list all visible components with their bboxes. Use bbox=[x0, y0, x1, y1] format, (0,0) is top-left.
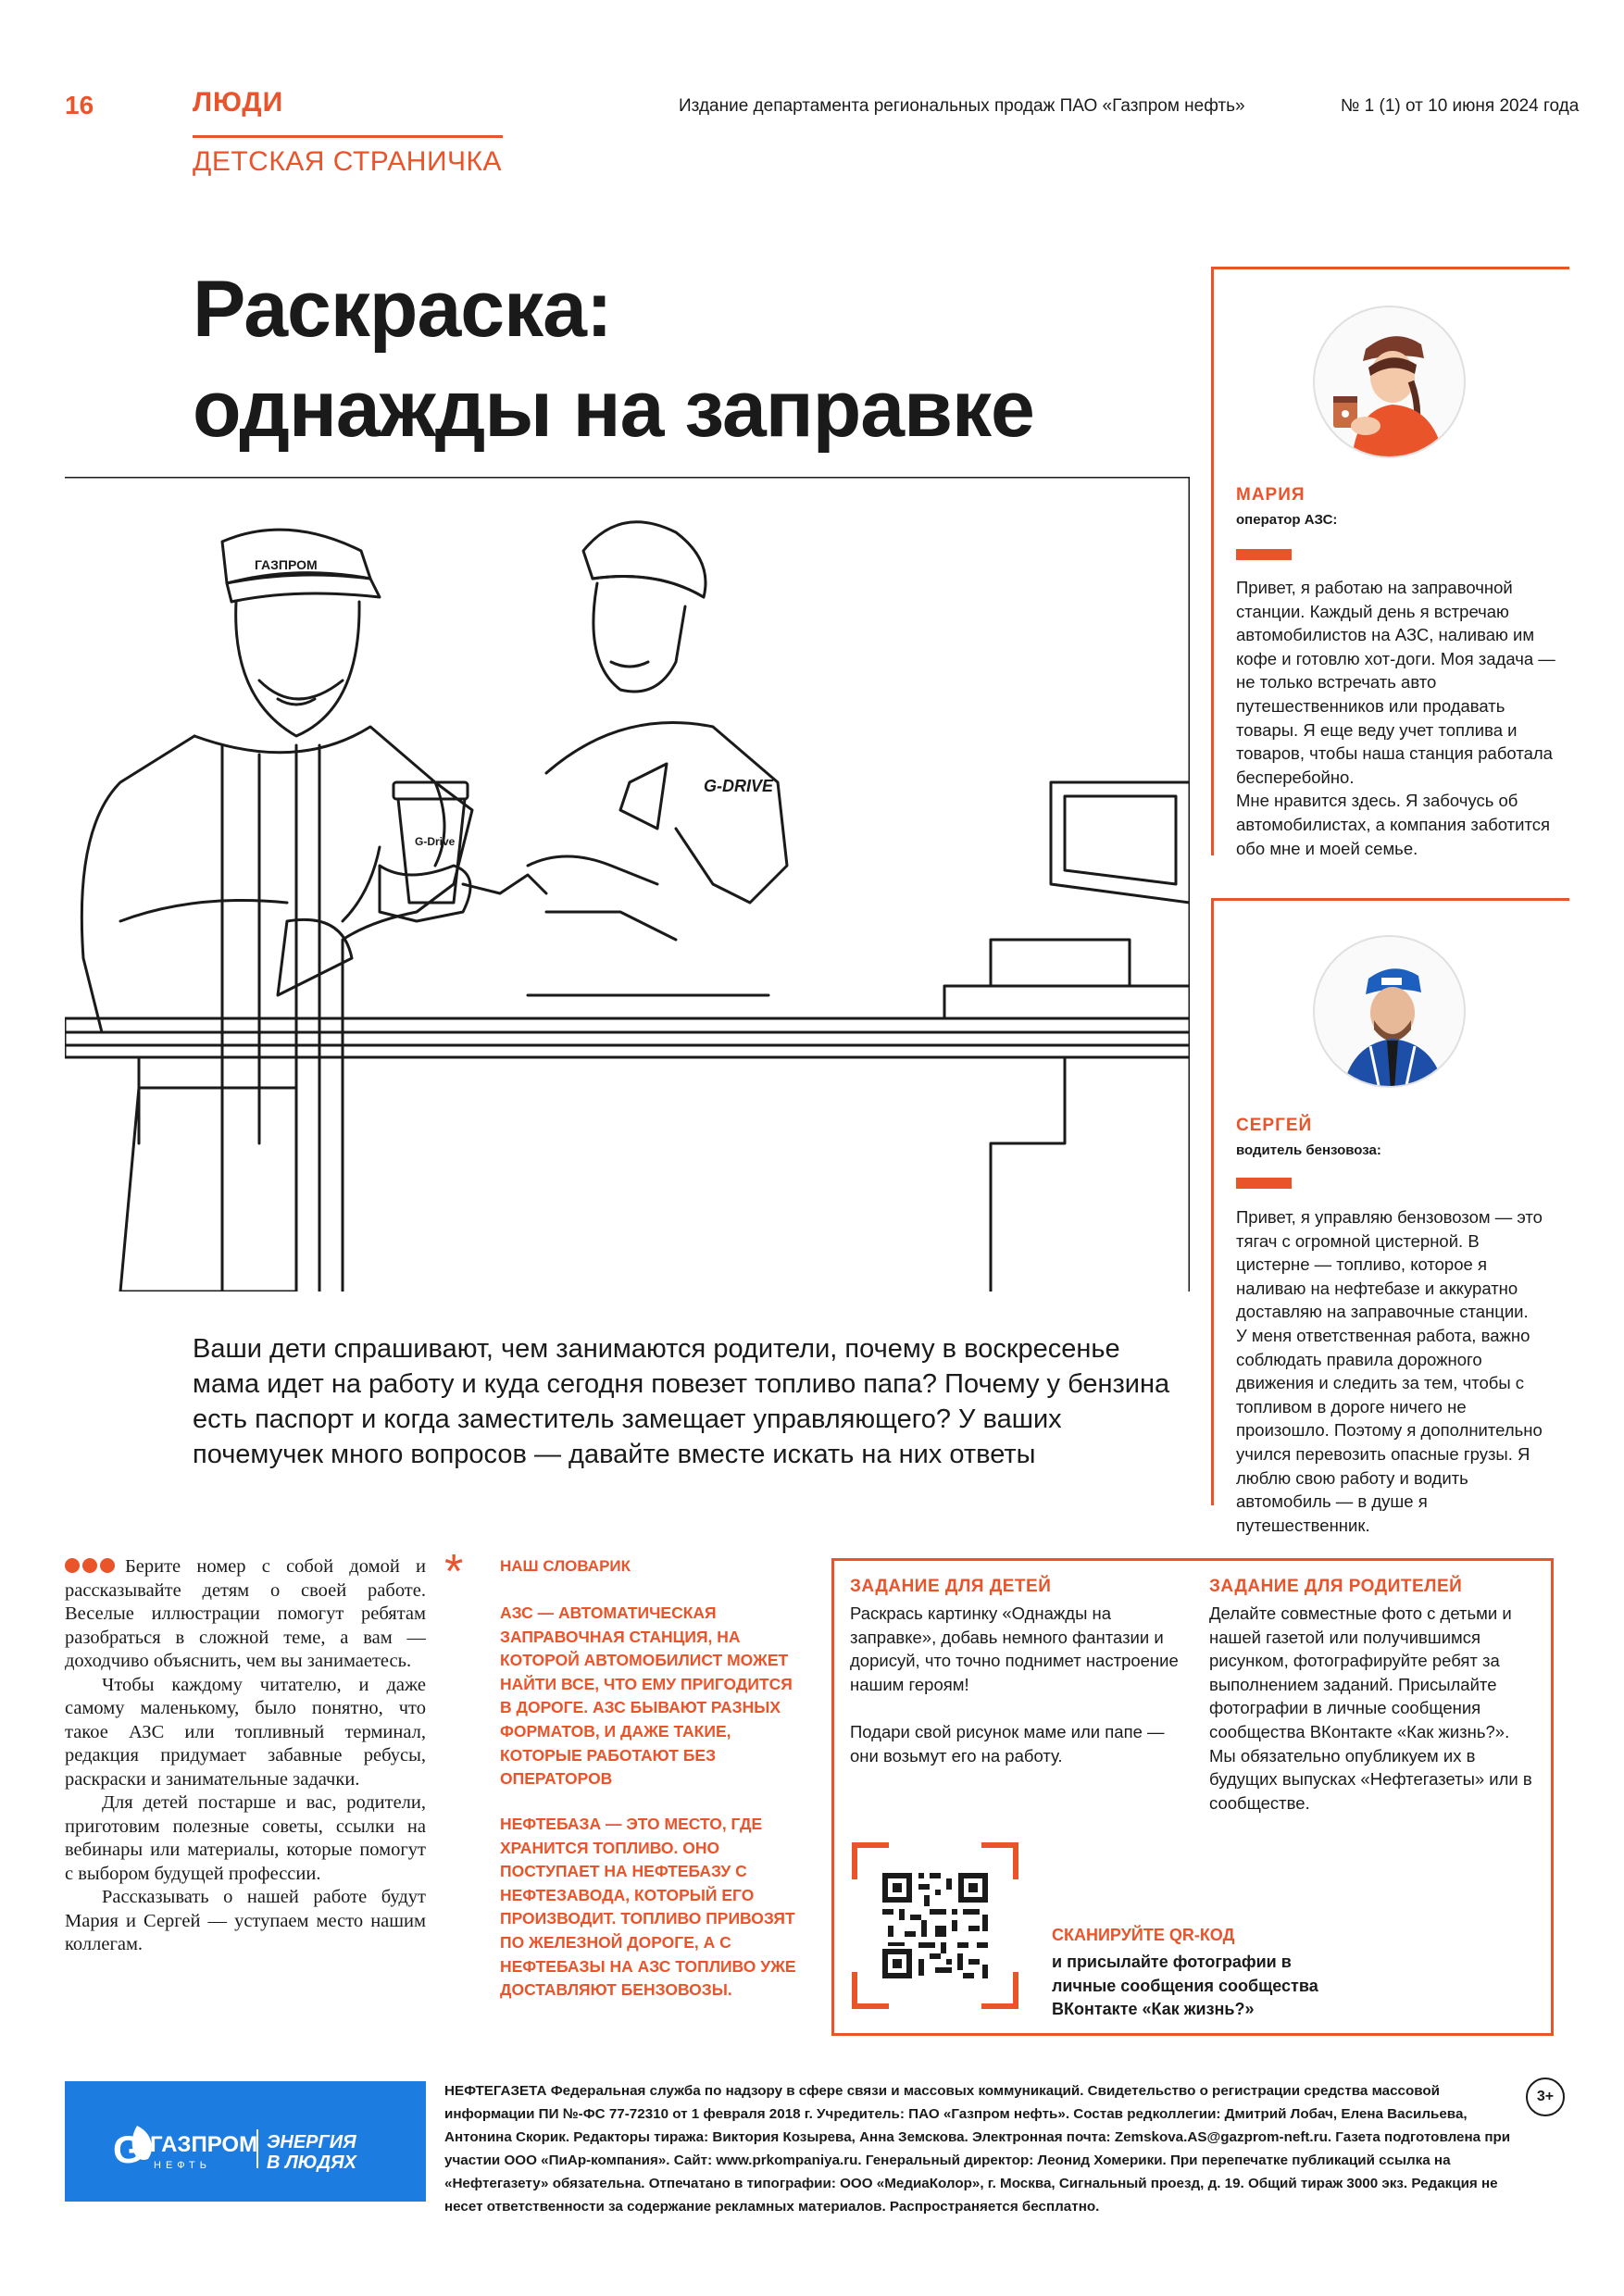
sergey-role: водитель бензовоза: bbox=[1236, 1142, 1381, 1158]
sergey-story-p1: Привет, я управляю бензовозом — это тягач с огромной цистерной. В цистерне — топливо, которое я наливаю на нефтебазе и аккуратно доставляю на заправочные станции. bbox=[1236, 1207, 1543, 1322]
dictionary-title: НАШ СЛОВАРИК bbox=[500, 1557, 631, 1575]
parents-task-text: Делайте совместные фото с детьми и нашей газетой или получившимся рисунком, фотографируйте ребят за выполнением заданий. Присылайте фотографии в личные сообщения сообщества ВКонтакте «Как жизнь?». Мы обязательно опубликуем их в будущих выпусках «Нефтегазеты» или в сообществе. bbox=[1209, 1603, 1532, 1813]
page-title bbox=[193, 259, 1034, 459]
maria-story-p2: Мне нравится здесь. Я забочусь об автомобилистах, а компания заботится обо мне и моей семье. bbox=[1236, 791, 1551, 858]
operator-drawing bbox=[528, 522, 787, 995]
intro-paragraph: Ваши дети спрашивают, чем занимаются родители, почему в воскресенье мама идет на работу и куда сегодня повезет топливо папа? Почему у бензина есть паспорт и когда заместитель замещает управляющего? У ваших почемучек много вопросов — давайте вместе искать на них ответы bbox=[193, 1334, 1170, 1469]
maria-avatar bbox=[1313, 306, 1466, 458]
coloring-illustration bbox=[65, 477, 1190, 1292]
counter-drawing bbox=[65, 1018, 1190, 1292]
register-drawing bbox=[944, 782, 1190, 1018]
imprint-block bbox=[444, 2079, 1518, 2218]
page-title-line-1: Раскраска: bbox=[193, 265, 612, 354]
logo-slogan-1: ЭНЕРГИЯ bbox=[267, 2132, 356, 2152]
page-title-line-2: однажды на заправке bbox=[193, 365, 1034, 454]
shirt-logo-text: G-DRIVE bbox=[704, 777, 774, 795]
sergey-portrait bbox=[1315, 937, 1466, 1088]
kids-task-text-2: Подари свой рисунок маме или папе — они возьмут его на работу. bbox=[850, 1722, 1165, 1766]
maria-story bbox=[1236, 576, 1555, 860]
column-paragraph-1-text: Берите номер с собой домой и рассказывайте детям о своей работе. Веселые иллюстрации помогут ребятам разобраться в сложной теме, а вам — доходчиво объяснить, чем вы занимаетесь. bbox=[65, 1556, 426, 1671]
maria-role: оператор АЗС: bbox=[1236, 512, 1338, 528]
cap-logo-text: ГАЗПРОМ bbox=[255, 557, 318, 572]
column-paragraph-1 bbox=[65, 1555, 426, 1674]
qr-modules bbox=[882, 1873, 988, 1978]
section-divider bbox=[193, 135, 503, 138]
cup-logo-text: G-Drive bbox=[415, 835, 456, 848]
bullet-dots-icon bbox=[65, 1555, 118, 1579]
qr-title: СКАНИРУЙТЕ QR-КОД bbox=[1052, 1926, 1235, 1944]
card-sergey-border-top bbox=[1211, 898, 1569, 901]
logo-brand-text: ГАЗПРОМ bbox=[150, 2132, 258, 2157]
sergey-story bbox=[1236, 1205, 1555, 1537]
kids-task-text-1: Раскрась картинку «Однажды на заправке», добавь немного фантазии и дорисуй, что точно поднимет настроение нашим героям! bbox=[850, 1603, 1179, 1694]
parents-task-title: ЗАДАНИЕ ДЛЯ РОДИТЕЛЕЙ bbox=[1209, 1577, 1463, 1596]
page-number: 16 bbox=[65, 91, 94, 119]
sergey-story-p2: У меня ответственная работа, важно соблюдать правила дорожного движения и следить за тем, чтобы с топливом в дороге ничего не произошло. Поэтому я дополнительно учился перевозить опасные грузы. Я люблю свою работу и водить автомобиль — в душе я путешественник. bbox=[1236, 1325, 1543, 1535]
sergey-accent-bar bbox=[1236, 1178, 1292, 1189]
issue-line: № 1 (1) от 10 июня 2024 года bbox=[1341, 96, 1580, 116]
kids-task-title: ЗАДАНИЕ ДЛЯ ДЕТЕЙ bbox=[850, 1577, 1052, 1596]
dictionary-entry-neftebaza: НЕФТЕБАЗА — ЭТО МЕСТО, ГДЕ ХРАНИТСЯ ТОПЛИВО. ОНО ПОСТУПАЕТ НА НЕФТЕБАЗУ С НЕФТЕЗАВОДА, КОТОРЫЙ ЕГО ПРОИЗВОДИТ. ТОПЛИВО ПРИВОЗЯТ ПО ЖЕЛЕЗНОЙ ДОРОГЕ, А С НЕФТЕБАЗЫ НА АЗС ТОПЛИВО УЖЕ ДОСТАВЛЯЮТ БЕНЗОВОЗЫ. bbox=[500, 1815, 796, 2000]
sergey-name: СЕРГЕЙ bbox=[1236, 1116, 1313, 1135]
dictionary-entry-azs: АЗС — АВТОМАТИЧЕСКАЯ ЗАПРАВОЧНАЯ СТАНЦИЯ, НА КОТОРОЙ АВТОМОБИЛИСТ МОЖЕТ НАЙТИ ВСЕ, ЧТО ЕМУ ПРИГОДИТСЯ В ДОРОГЕ. АЗС БЫВАЮТ РАЗНЫХ ФОРМАТОВ, И ДАЖЕ ТАКИЕ, КОТОРЫЕ РАБОТАЮТ БЕЗ ОПЕРАТОРОВ bbox=[500, 1603, 793, 1789]
age-rating-badge: 3+ bbox=[1526, 2078, 1565, 2116]
logo-slogan-2: В ЛЮДЯХ bbox=[267, 2152, 356, 2173]
imprint-text: Федеральная служба по надзору в сфере связи и массовых коммуникаций. Свидетельство о регистрации средства массовой информации ПИ №-ФС 77-72310 от 1 февраля 2018 г. Учредитель: ПАО «Газпром нефть». Состав редколлегии: Дмитрий Лобач, Елена Васильева, Антонина Скорик. Редакторы тиража: Виктория Козырева, Анна Земскова. Электронная почта: Zemskova.AS@gazprom-neft.ru. Газета подготовлена при участии ООО «ПиАр-компания». Сайт: www.prkompaniya.ru. Генеральный директор: Леонид Хомерики. При перепечатке публикаций ссылка на «Нефтегазету» обязательна. Отпечатано в типографии: ООО «МедиаКолор», г. Москва, Сигнальный проезд, д. 19. Общий тираж 3000 экз. Редакция не несет ответственности за содержание рекламных материалов. Распространяется бесплатно. bbox=[444, 2083, 1511, 2215]
column-paragraph-3: Для детей постарше и вас, родители, приготовим полезные советы, ссылки на вебинары или материалы, которые помогут с выбором будущей профессии. bbox=[65, 1792, 426, 1884]
qr-code[interactable] bbox=[852, 1842, 1018, 2009]
logo-sub-text: НЕФТЬ bbox=[154, 2160, 211, 2171]
section-title: ЛЮДИ bbox=[193, 87, 284, 118]
column-paragraph-4: Рассказывать о нашей работе будут Мария и Сергей — уступаем место нашим коллегам. bbox=[65, 1887, 426, 1954]
maria-accent-bar bbox=[1236, 549, 1292, 560]
maria-name: МАРИЯ bbox=[1236, 485, 1305, 505]
publisher-line: Издание департамента региональных продаж ПАО «Газпром нефть» bbox=[679, 96, 1245, 116]
maria-story-p1: Привет, я работаю на заправочной станции. Каждый день я встречаю автомобилистов на АЗС, наливаю им кофе и готовлю хот-доги. Моя задача — не только встречать авто путешественников или продавать товары. Я еще веду учет топлива и товаров, чтобы наша станция работала бесперебойно. bbox=[1236, 578, 1555, 787]
logo-graphic bbox=[65, 2081, 426, 2202]
asterisk-icon: * bbox=[444, 1545, 464, 1599]
column-paragraph-2: Чтобы каждому читателю, и даже самому маленькому, было понятно, что такое АЗС или топливный терминал, редакция придумает забавные ребусы, раскраски и занимательные задачки. bbox=[65, 1674, 426, 1790]
sergey-avatar bbox=[1313, 935, 1466, 1088]
intro-column bbox=[65, 1555, 426, 1957]
card-sergey-border-side bbox=[1211, 898, 1214, 1505]
svg-text:G: G bbox=[113, 2128, 144, 2171]
paper-name: НЕФТЕГАЗЕТА bbox=[444, 2083, 547, 2099]
maria-portrait bbox=[1315, 307, 1466, 458]
driver-drawing bbox=[81, 530, 472, 1292]
subsection-title: ДЕТСКАЯ СТРАНИЧКА bbox=[193, 146, 503, 177]
card-maria-border-side bbox=[1211, 267, 1214, 855]
qr-instructions: и присылайте фотографии в личные сообщения сообщества ВКонтакте «Как жизнь?» bbox=[1052, 1953, 1318, 2018]
gazprom-neft-logo bbox=[65, 2081, 426, 2202]
card-maria-border-top bbox=[1211, 267, 1569, 269]
illustration-frame bbox=[65, 477, 1190, 1292]
